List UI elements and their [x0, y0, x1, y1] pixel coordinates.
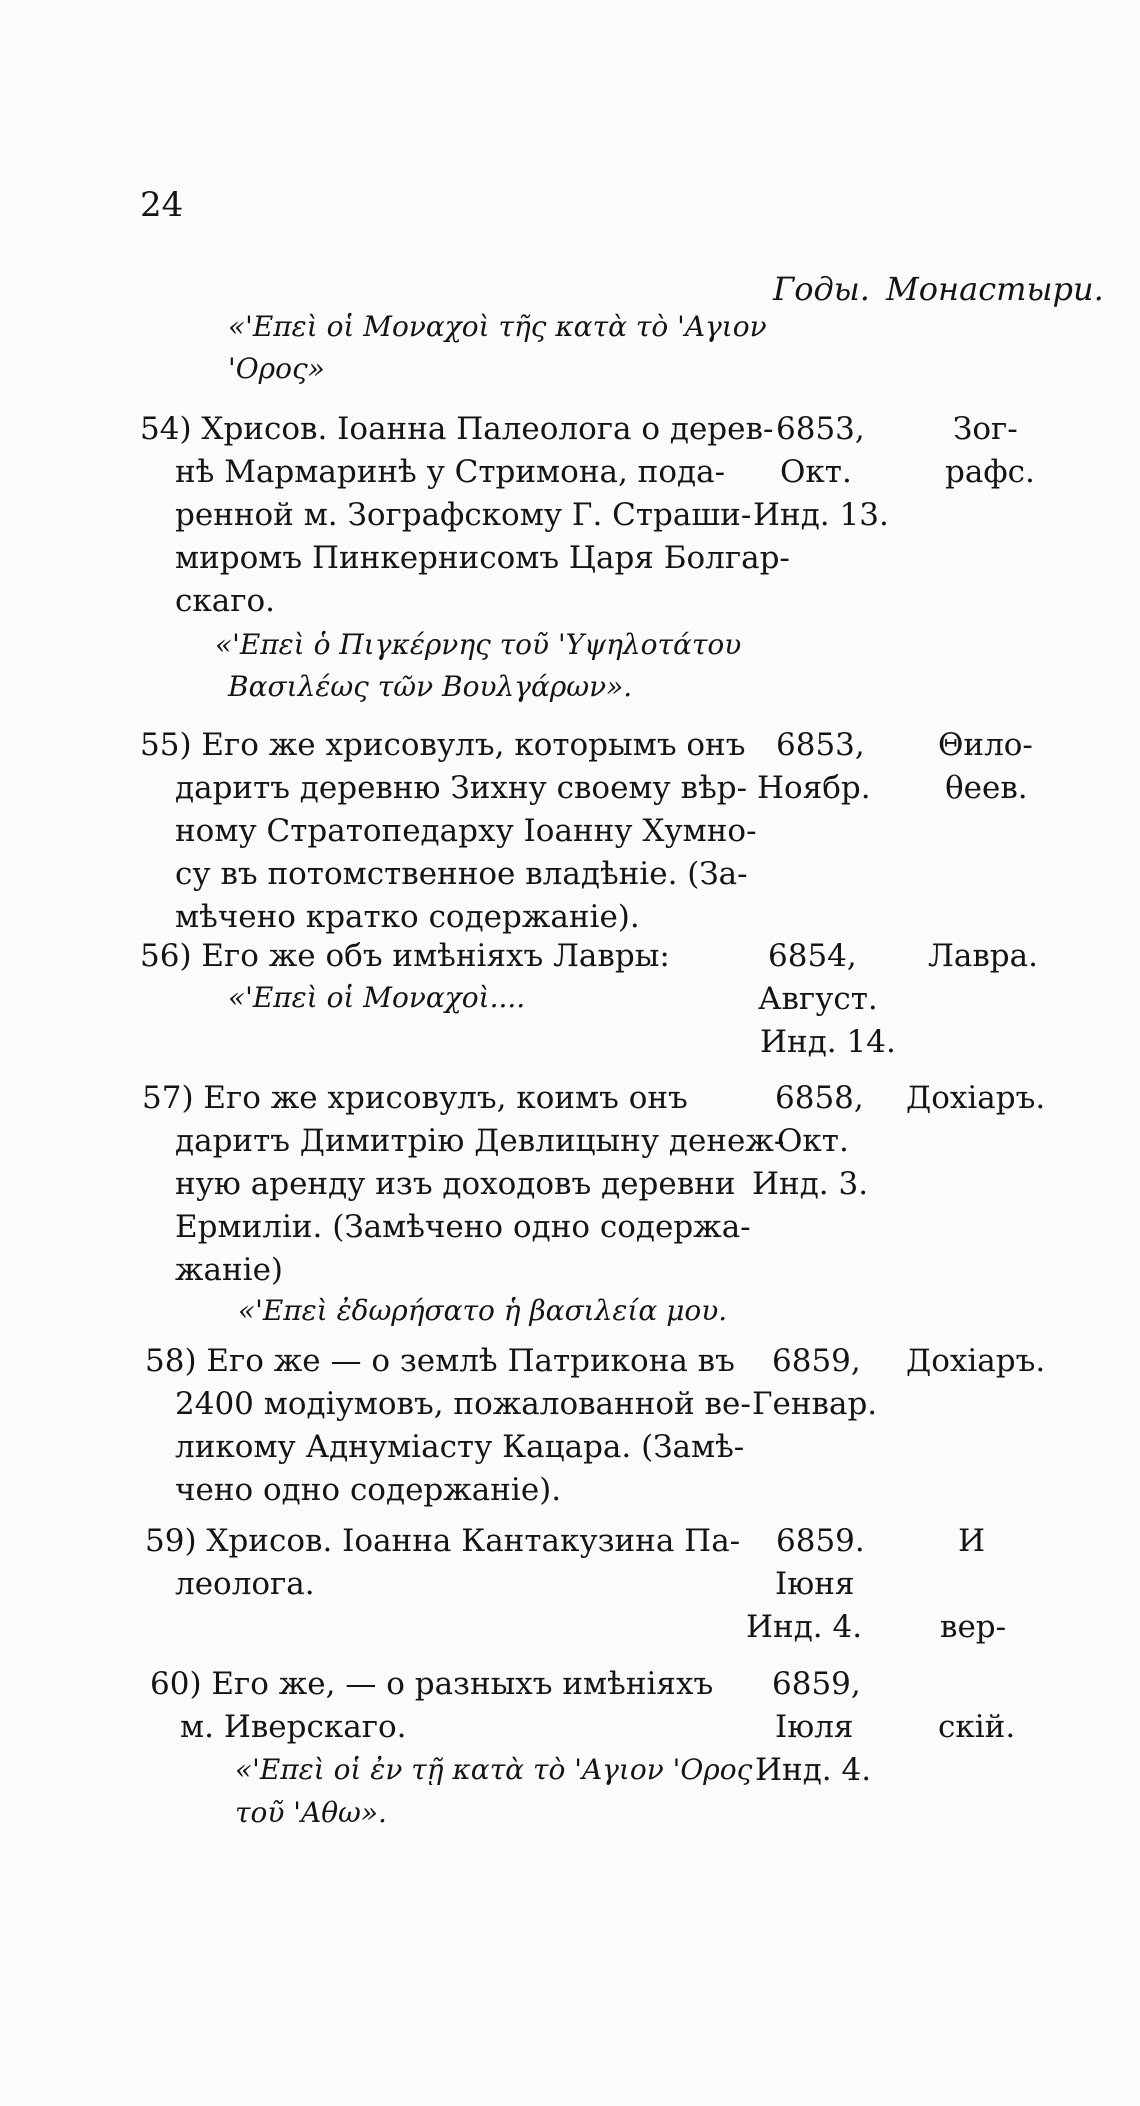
entry-59-year: Іюня: [775, 1566, 855, 1602]
entry-59-line: 59) Хрисов. Іоанна Кантакузина Па-: [145, 1523, 741, 1559]
entry-60-line: м. Иверскаго.: [180, 1709, 407, 1745]
entry-57-line: Ермиліи. (Замѣчено одно содержа-: [175, 1209, 751, 1245]
greek-quote: 'Ορος»: [228, 352, 325, 385]
entry-57-year: 6858,: [775, 1080, 864, 1116]
entry-58-line: ликому Аднуміасту Кацара. (Замѣ-: [175, 1429, 745, 1465]
entry-54-monastery: Зог-: [953, 411, 1018, 447]
entry-54-line: скаго.: [175, 583, 275, 619]
entry-57-line: ную аренду изъ доходовъ деревни: [175, 1166, 736, 1202]
entry-55-line: даритъ деревню Зихну своему вѣр-: [175, 770, 748, 806]
entry-59-monastery: вер-: [940, 1609, 1007, 1645]
greek-quote: «'Επεὶ ἐδωρήσατο ἡ βασιλεία μου.: [238, 1294, 728, 1327]
entry-60-year: Іюля: [775, 1709, 854, 1745]
entry-60-year: 6859,: [772, 1666, 861, 1702]
entry-55-line: мѣчено кратко содержаніе).: [175, 899, 640, 935]
entry-57-line: жаніе): [175, 1252, 284, 1288]
entry-56-line: 56) Его же объ имѣніяхъ Лавры:: [140, 938, 670, 974]
entry-55-monastery: Θило-: [938, 727, 1033, 763]
entry-54-monastery: рафс.: [945, 454, 1035, 490]
entry-54-year: Инд. 13.: [753, 497, 889, 533]
greek-quote: «'Επεὶ οἱ ἐν τῇ κατὰ τὸ 'Αγιον 'Ορος: [235, 1753, 753, 1786]
entry-55-line: 55) Его же хрисовулъ, которымъ онъ: [140, 727, 746, 763]
entry-56-monastery: Лавра.: [928, 938, 1038, 974]
entry-57-line: даритъ Димитрію Девлицыну денеж-: [175, 1123, 785, 1159]
entry-58-line: чено одно содержаніе).: [175, 1472, 562, 1508]
entry-55-year: Ноябр.: [757, 770, 871, 806]
entry-54-line: ренной м. Зографскому Г. Страши-: [175, 497, 752, 533]
entry-60-monastery: скій.: [938, 1709, 1016, 1745]
entry-54-line: 54) Хрисов. Іоанна Палеолога о дерев-: [140, 411, 774, 447]
entry-54-year: 6853,: [776, 411, 865, 447]
entry-54-line: миромъ Пинкернисомъ Царя Болгар-: [175, 540, 790, 576]
entry-56-year: Август.: [758, 981, 878, 1017]
greek-quote: «'Επεὶ ὁ Πιγκέρνης τοῦ 'Υψηλοτάτου: [215, 628, 742, 661]
entry-58-year: Генвар.: [752, 1386, 878, 1422]
entry-58-line: 58) Его же — о землѣ Патрикона въ: [145, 1343, 735, 1379]
entry-58-year: 6859,: [772, 1343, 861, 1379]
greek-quote: Βασιλέως τῶν Βουλγάρων».: [228, 670, 633, 703]
entry-54-year: Окт.: [780, 454, 852, 490]
greek-quote: «'Επεὶ οἱ Μοναχοὶ τῆς κατὰ τὸ 'Αγιον: [228, 310, 767, 343]
entry-60-line: 60) Его же, — о разныхъ имѣніяхъ: [150, 1666, 714, 1702]
page-number: 24: [140, 185, 184, 225]
entry-60-year: Инд. 4.: [755, 1752, 872, 1788]
header-years: Годы.: [773, 270, 870, 308]
entry-59-year: 6859.: [776, 1523, 865, 1559]
header-monasteries: Монастыри.: [886, 270, 1104, 308]
entry-56-year: Инд. 14.: [760, 1024, 896, 1060]
greek-quote: τοῦ 'Αθω».: [235, 1796, 387, 1829]
entry-59-year: Инд. 4.: [746, 1609, 863, 1645]
entry-58-line: 2400 модіумовъ, пожалованной ве-: [175, 1386, 751, 1422]
entry-55-year: 6853,: [776, 727, 865, 763]
entry-55-line: ному Стратопедарху Іоанну Хумно-: [175, 813, 757, 849]
entry-59-monastery: И: [958, 1523, 986, 1559]
entry-57-year: Окт.: [777, 1123, 849, 1159]
entry-59-line: леолога.: [175, 1566, 315, 1602]
entry-55-monastery: θеев.: [945, 770, 1028, 806]
entry-56-year: 6854,: [768, 938, 857, 974]
entry-57-line: 57) Его же хрисовулъ, коимъ онъ: [142, 1080, 688, 1116]
entry-57-year: Инд. 3.: [752, 1166, 869, 1202]
entry-55-line: су въ потомственное владѣніе. (За-: [175, 856, 748, 892]
entry-54-line: нѣ Мармаринѣ у Стримона, пода-: [175, 454, 726, 490]
entry-57-monastery: Дохіаръ.: [906, 1080, 1046, 1116]
greek-quote: «'Επεὶ οἱ Μοναχοὶ....: [228, 981, 526, 1014]
entry-58-monastery: Дохіаръ.: [906, 1343, 1046, 1379]
